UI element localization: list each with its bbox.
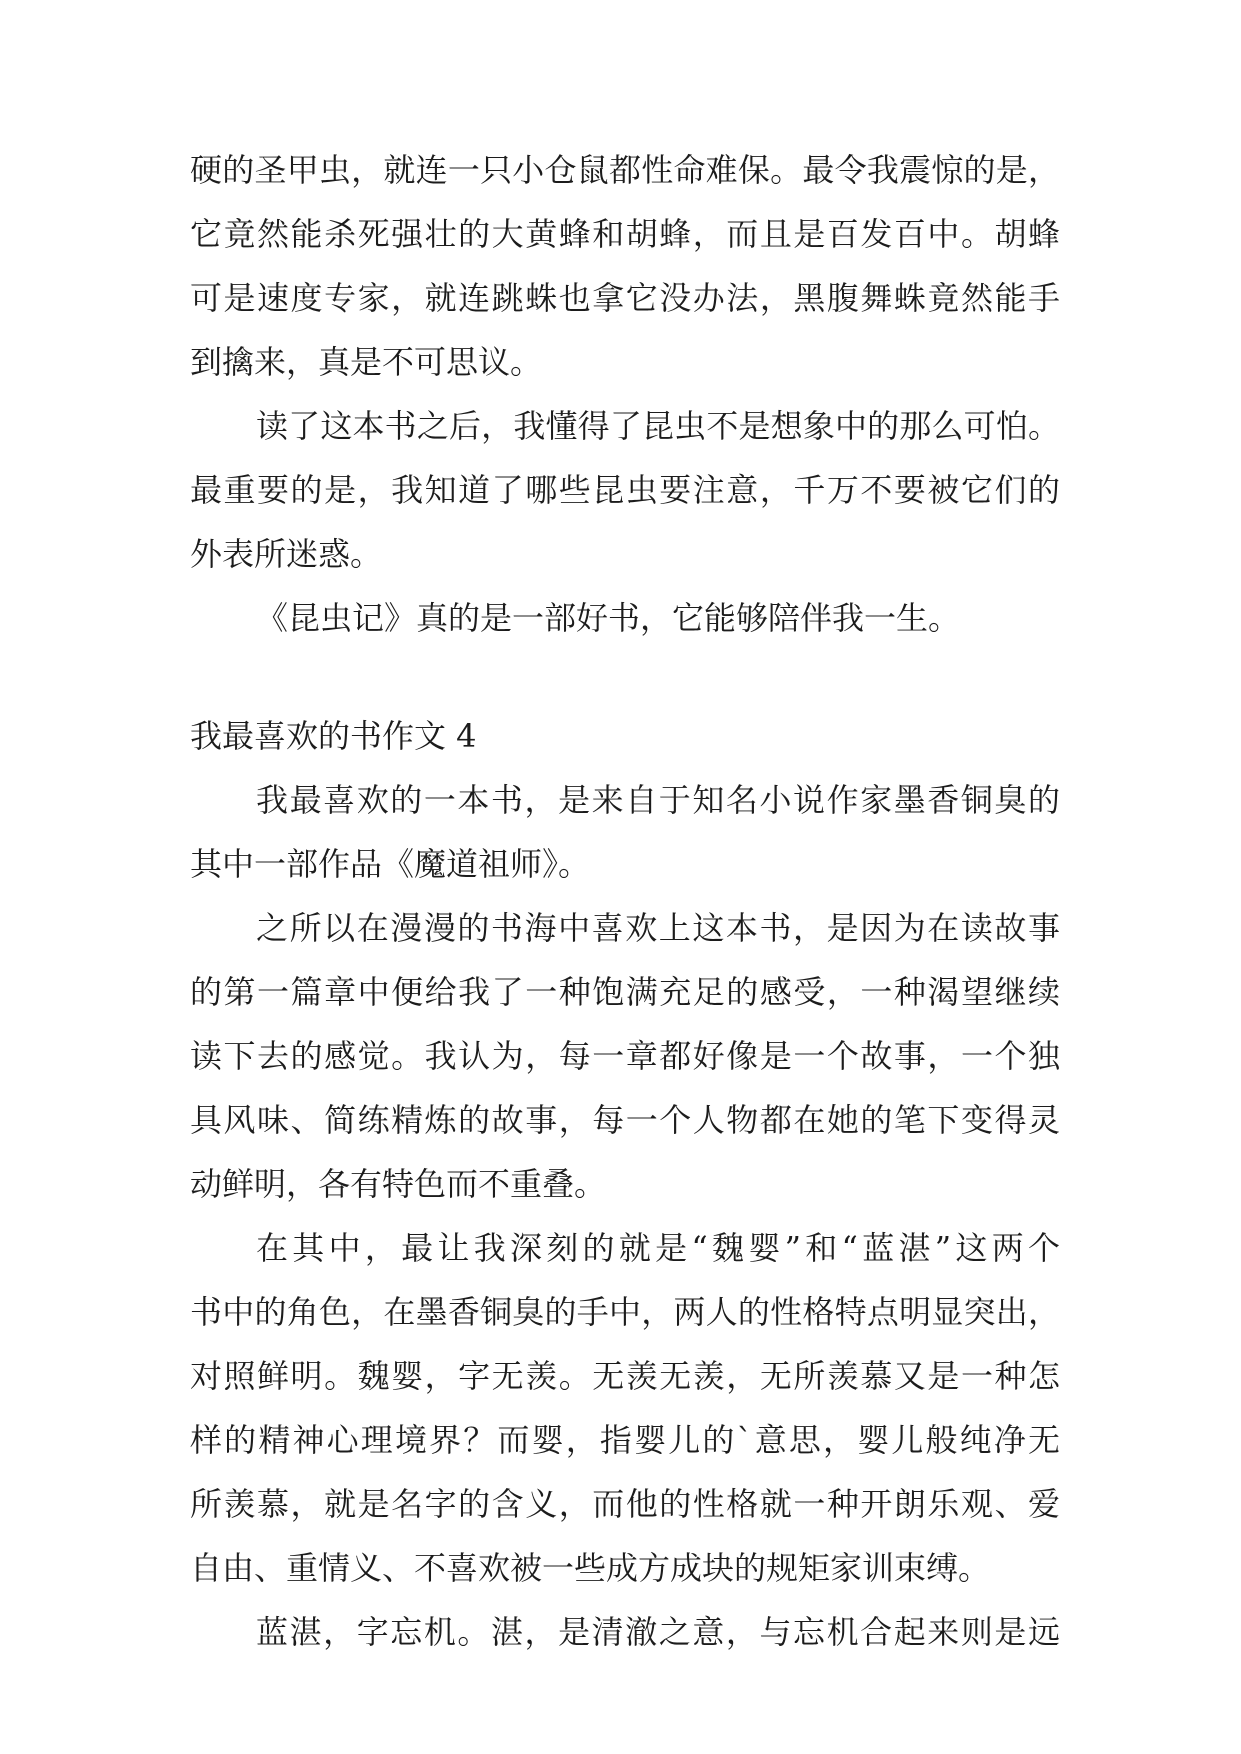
paragraph-first-line: 读了这本书之后，我懂得了昆虫不是想象中的那么可怕。	[256, 407, 1060, 445]
text-line: 最重要的是，我知道了哪些昆虫要注意，千万不要被它们的	[190, 471, 1060, 509]
text-line: 其中一部作品《魔道祖师》。	[190, 845, 591, 883]
text-line: 的第一篇章中便给我了一种饱满充足的感受，一种渴望继续	[190, 973, 1060, 1011]
text-line: 具风味、简练精炼的故事，每一个人物都在她的笔下变得灵	[190, 1101, 1060, 1139]
text-line: 硬的圣甲虫，就连一只小仓鼠都性命难保。最令我震惊的是，	[190, 151, 1060, 189]
text-line: 所羡慕，就是名字的含义，而他的性格就一种开朗乐观、爱	[190, 1485, 1060, 1523]
section-heading: 我最喜欢的书作文 4	[190, 717, 477, 755]
paragraph-first-line: 我最喜欢的一本书，是来自于知名小说作家墨香铜臭的	[256, 781, 1060, 819]
text-line: 到擒来，真是不可思议。	[190, 343, 543, 381]
paragraph-first-line: 在其中，最让我深刻的就是“魏婴”和“蓝湛”这两个	[256, 1229, 1060, 1267]
text-line: 动鲜明，各有特色而不重叠。	[190, 1165, 607, 1203]
text-line: 自由、重情义、不喜欢被一些成方成块的规矩家训束缚。	[190, 1549, 991, 1587]
paragraph-first-line: 《昆虫记》真的是一部好书，它能够陪伴我一生。	[256, 599, 961, 637]
text-line: 书中的角色，在墨香铜臭的手中，两人的性格特点明显突出，	[190, 1293, 1060, 1331]
text-line: 它竟然能杀死强壮的大黄蜂和胡蜂，而且是百发百中。胡蜂	[190, 215, 1060, 253]
text-line: 样的精神心理境界？而婴，指婴儿的`意思，婴儿般纯净无	[190, 1421, 1060, 1459]
text-line: 读下去的感觉。我认为，每一章都好像是一个故事，一个独	[190, 1037, 1060, 1075]
text-line: 对照鲜明。魏婴，字无羡。无羡无羡，无所羡慕又是一种怎	[190, 1357, 1060, 1395]
text-line: 外表所迷惑。	[190, 535, 383, 573]
paragraph-first-line: 蓝湛，字忘机。湛，是清澈之意，与忘机合起来则是远	[256, 1613, 1060, 1651]
text-line: 可是速度专家，就连跳蛛也拿它没办法，黑腹舞蛛竟然能手	[190, 279, 1060, 317]
paragraph-first-line: 之所以在漫漫的书海中喜欢上这本书，是因为在读故事	[256, 909, 1060, 947]
